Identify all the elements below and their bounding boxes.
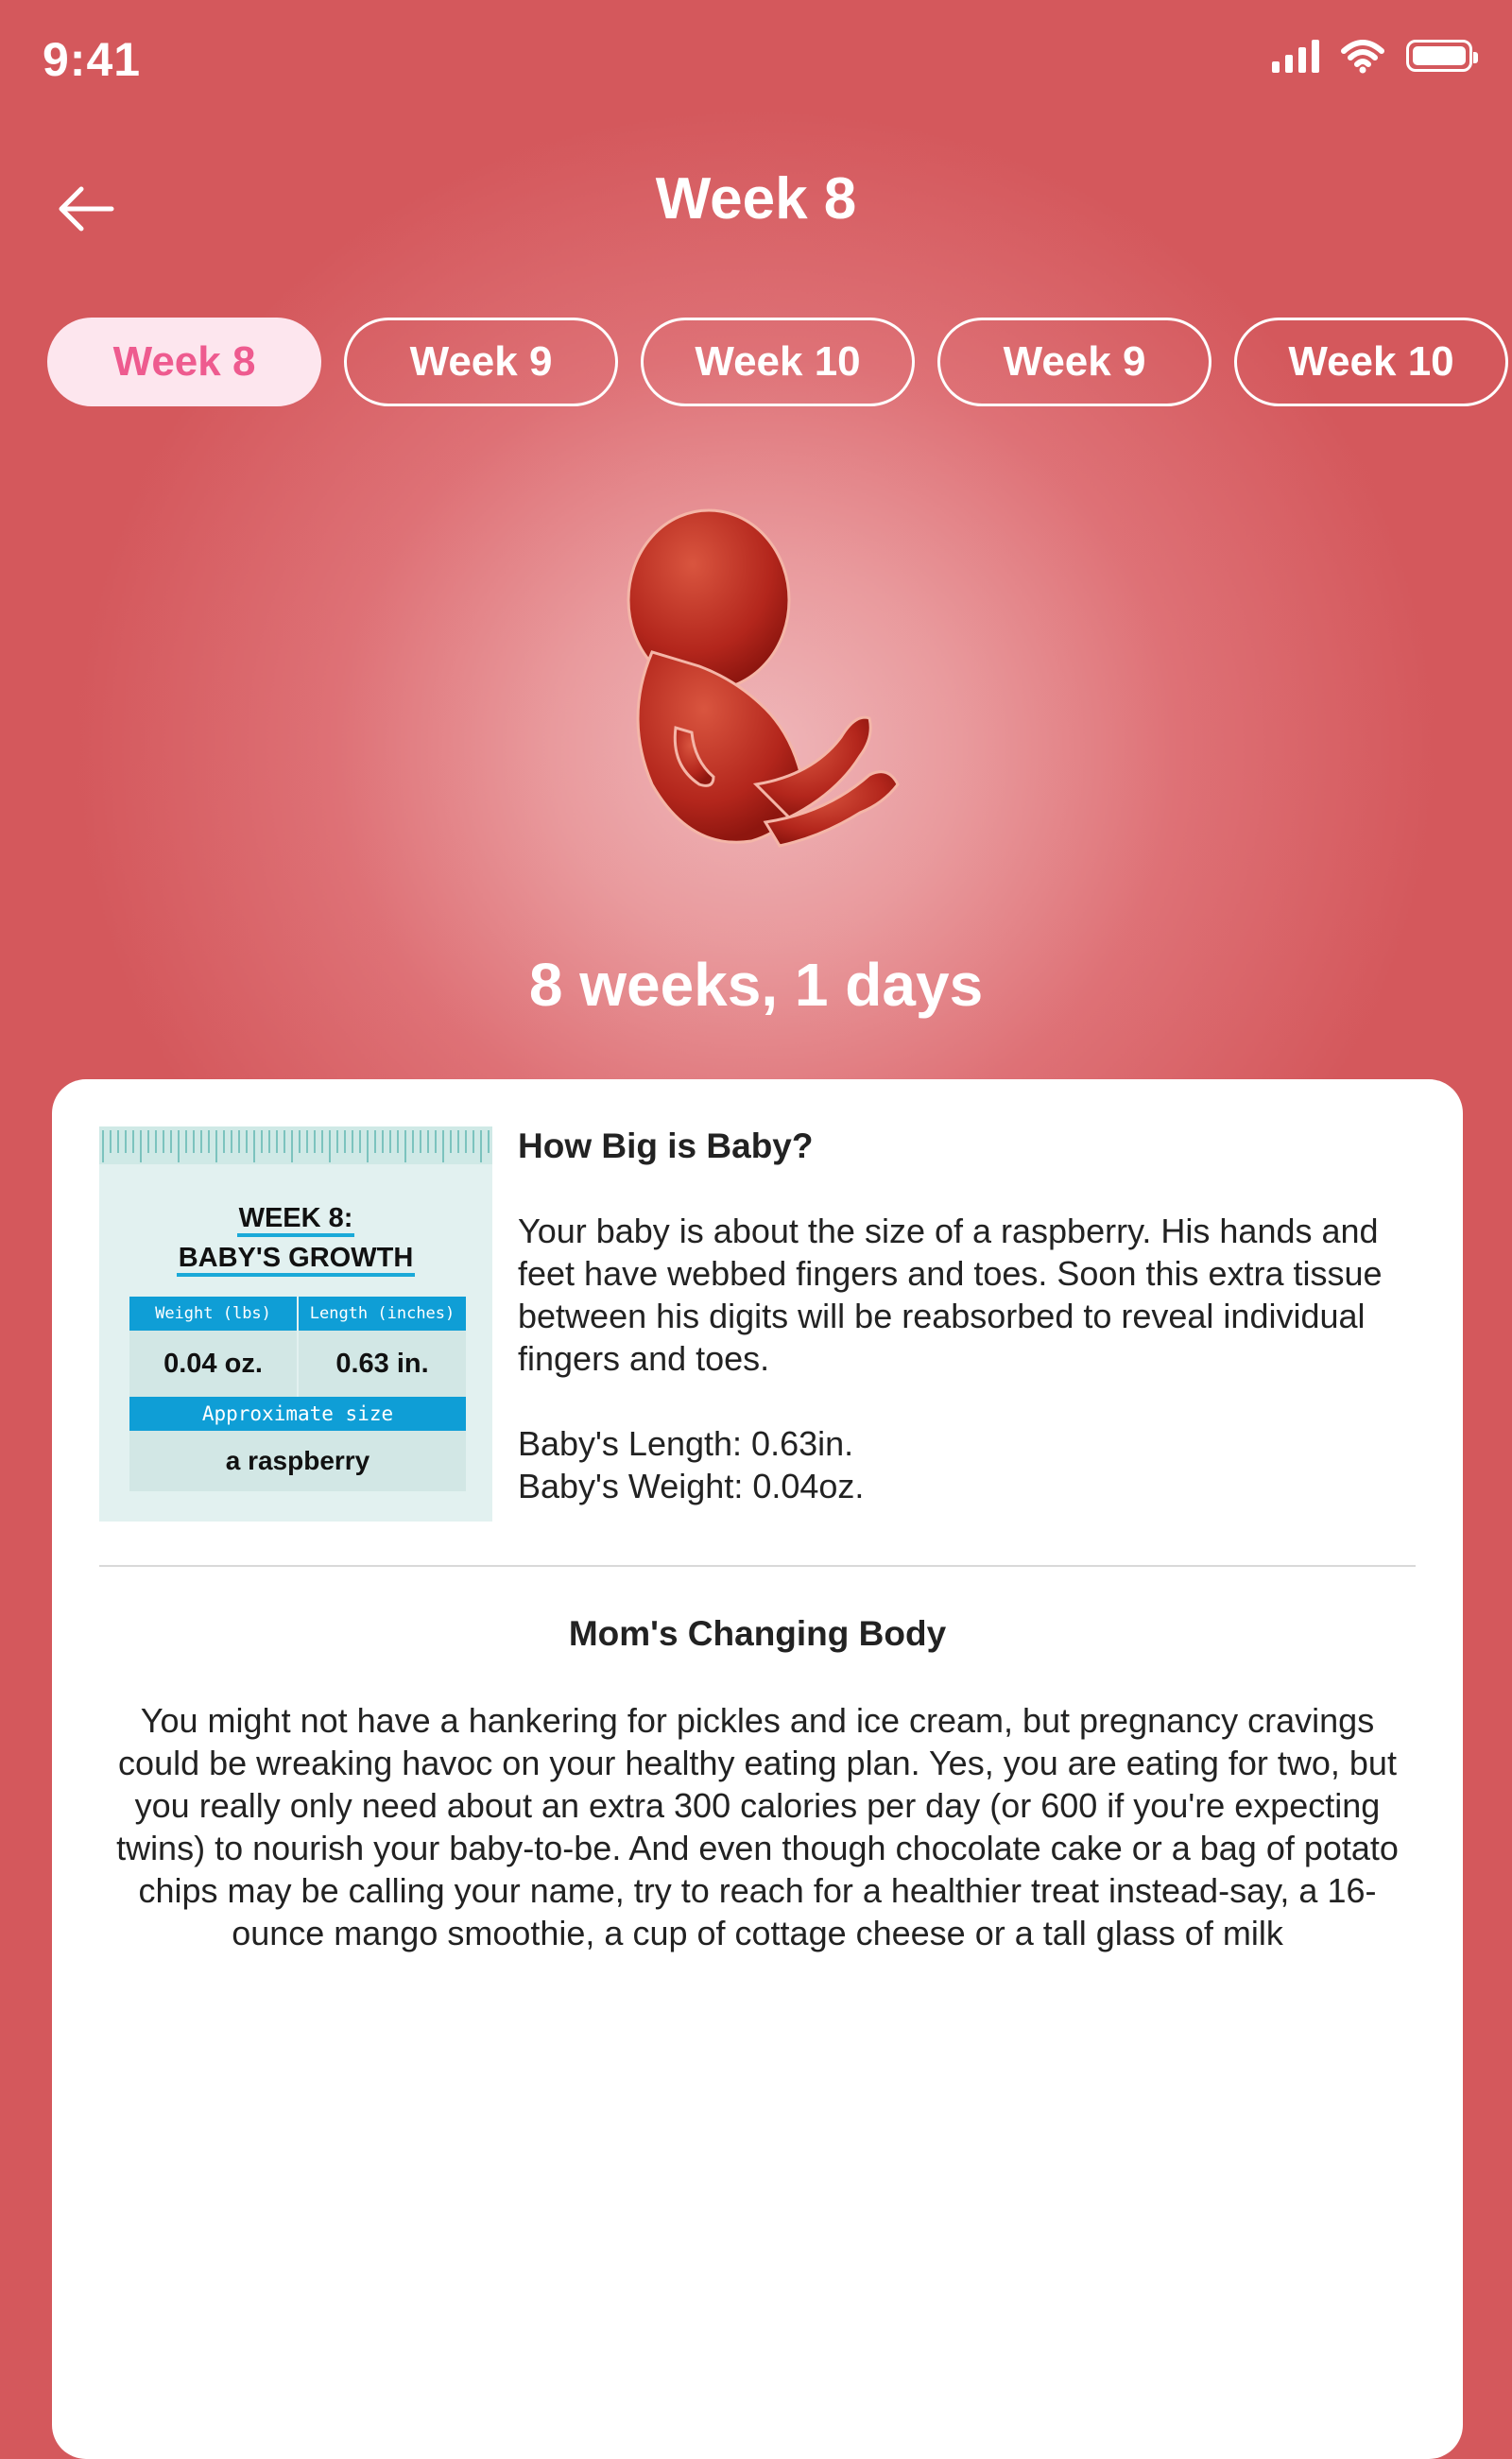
status-time: 9:41 xyxy=(43,33,142,86)
status-icons xyxy=(1272,38,1472,74)
baby-length: Baby's Length: 0.63in. xyxy=(518,1424,854,1463)
ruler-graphic xyxy=(99,1126,492,1164)
tab-week-10-b[interactable]: Week 10 xyxy=(1234,318,1508,406)
mom-body-heading: Mom's Changing Body xyxy=(568,1614,947,1653)
content-card xyxy=(52,1079,1463,2459)
growth-table xyxy=(129,1297,466,1491)
baby-size-section xyxy=(518,1125,1425,1507)
tab-week-8[interactable]: Week 8 xyxy=(47,318,321,406)
approx-size-value: a raspberry xyxy=(129,1431,466,1491)
growth-title xyxy=(99,1198,492,1278)
length-header: Length (inches) xyxy=(297,1297,466,1331)
approx-size-header: Approximate size xyxy=(129,1397,466,1431)
weight-value: 0.04 oz. xyxy=(163,1348,263,1379)
baby-size-description: Your baby is about the size of a raspberry. His hands and feet have webbed fingers and toes. Soon this extra tissue between his digits will be reabsorbed to reveal individual fingers and toes. xyxy=(518,1212,1383,1378)
baby-weight: Baby's Weight: 0.04oz. xyxy=(518,1467,865,1505)
tab-week-9[interactable]: Week 9 xyxy=(344,318,618,406)
tab-week-10[interactable]: Week 10 xyxy=(641,318,915,406)
week-tabs xyxy=(47,318,1508,406)
weight-header: Weight (lbs) xyxy=(155,1304,271,1323)
fetus-illustration xyxy=(586,501,926,898)
growth-title-line1: WEEK 8: xyxy=(237,1203,355,1237)
page-title: Week 8 xyxy=(655,166,857,232)
mom-body-text: You might not have a hankering for pickles and ice cream, but pregnancy cravings could be wreaking havoc on your healthy eating plan. Yes, you are eating for two, but you really only need about an extra 300 calories per day (or 600 if you're expecting twins) to nourish your baby-to-be. And even though chocolate cake or a bag of potato chips may be calling your name, try to reach for a healthier treat instead-say, a 16-ounce mango smoothie, a cup of cottage cheese or a tall glass of milk xyxy=(116,1701,1399,1952)
growth-title-line2: BABY'S GROWTH xyxy=(177,1243,416,1277)
growth-infographic xyxy=(99,1126,492,1522)
pregnancy-age-label: 8 weeks, 1 days xyxy=(528,951,984,1019)
wifi-icon xyxy=(1340,38,1385,74)
battery-icon xyxy=(1406,40,1472,72)
length-value: 0.63 in. xyxy=(297,1331,466,1397)
tab-week-9-b[interactable]: Week 9 xyxy=(937,318,1211,406)
cellular-signal-icon xyxy=(1272,39,1319,73)
status-bar xyxy=(0,0,1512,123)
section-divider xyxy=(99,1565,1416,1567)
baby-size-heading: How Big is Baby? xyxy=(518,1126,814,1165)
